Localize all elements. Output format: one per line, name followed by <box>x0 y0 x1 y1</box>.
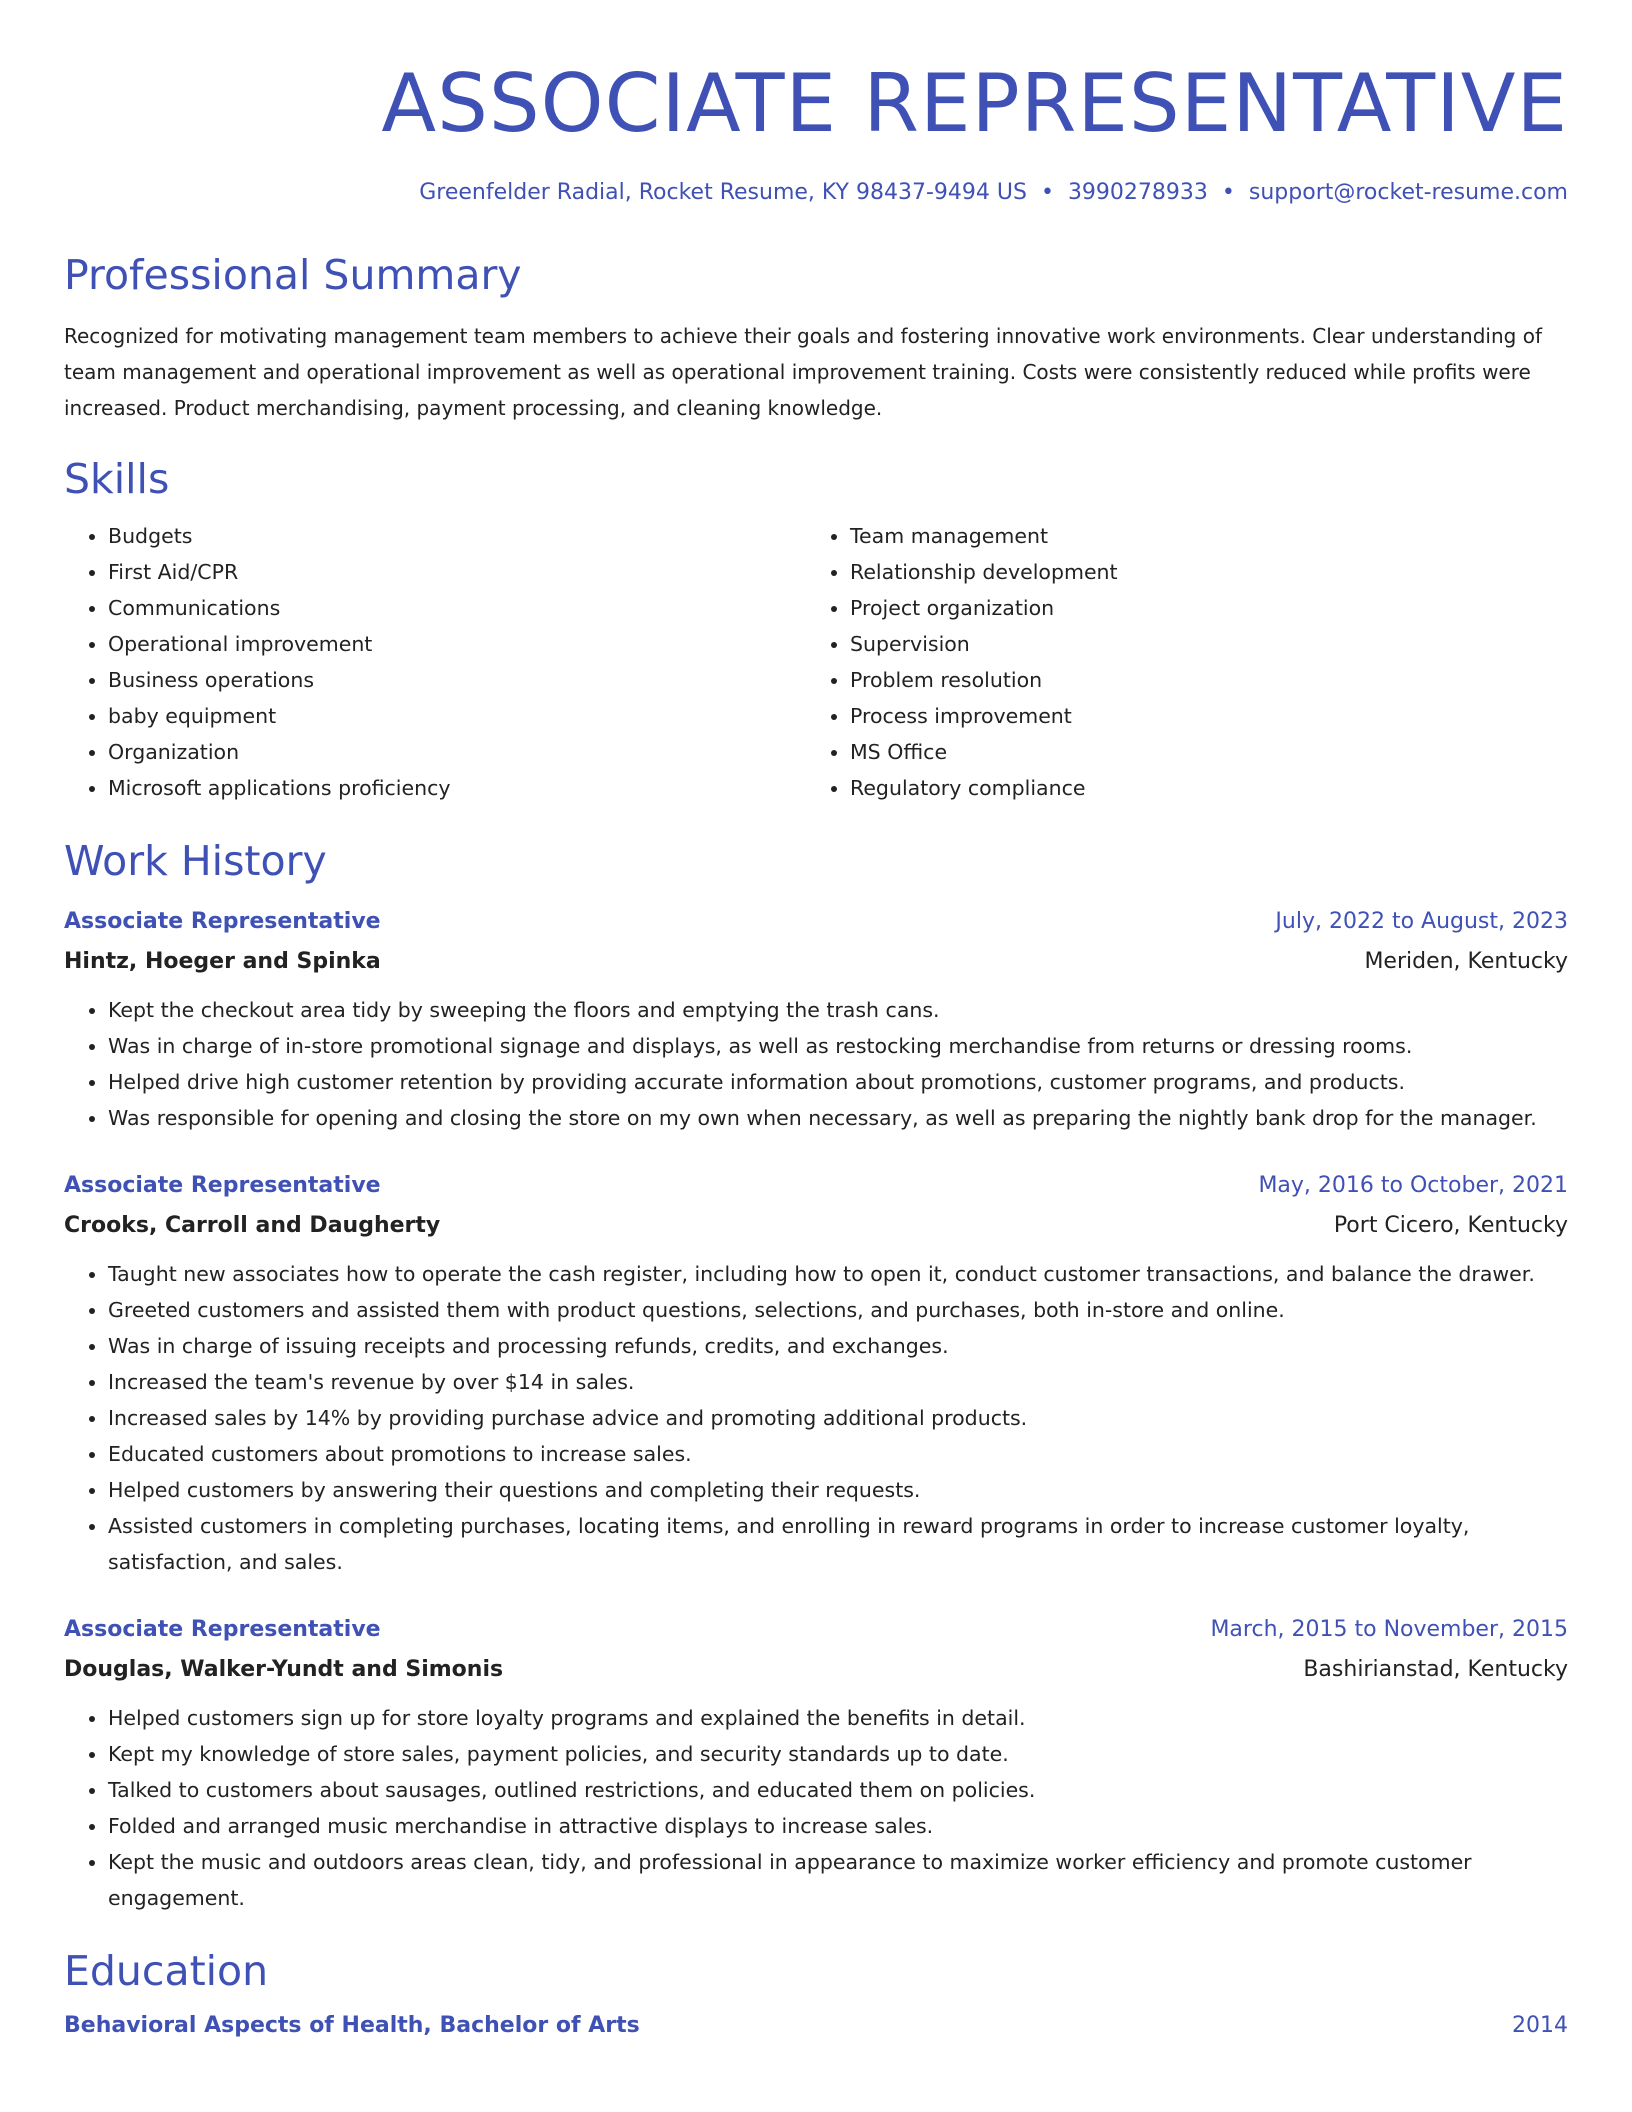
resume-name: ASSOCIATE REPRESENTATIVE <box>381 57 1568 150</box>
contact-email: support@rocket-resume.com <box>1248 180 1568 205</box>
job-bullet: • Kept my knowledge of store sales, payment policies, and security standards up to date. <box>108 1736 1568 1772</box>
skill-item: • Team management <box>850 518 1548 554</box>
job-bullet: • Kept the checkout area tidy by sweeping the floors and emptying the trash cans. <box>108 992 1568 1028</box>
skill-item: • Microsoft applications proficiency <box>108 770 806 806</box>
job-bullets <box>64 1256 1568 1580</box>
summary-heading: Professional Summary <box>64 251 522 299</box>
skills-list <box>64 518 1568 806</box>
job-bullet: • Was responsible for opening and closing the store on my own when necessary, as well as preparing the nightly bank drop for the manager. <box>108 1100 1568 1136</box>
contact-address: Greenfelder Radial, Rocket Resume, KY 98437-9494 US <box>419 180 1027 205</box>
job-title-row <box>64 1610 1568 1650</box>
contact-separator: • <box>1221 180 1235 205</box>
skills-column-left <box>64 518 806 806</box>
education-degree: Behavioral Aspects of Health, Bachelor of Arts <box>64 2013 640 2038</box>
job-bullet: • Helped customers by answering their questions and completing their requests. <box>108 1472 1568 1508</box>
skills-column-right <box>806 518 1548 806</box>
job-dates: March, 2015 to November, 2015 <box>1210 1617 1568 1642</box>
job-company-row <box>64 1206 1568 1246</box>
job-location: Bashirianstad, Kentucky <box>1303 1657 1568 1682</box>
skill-item: • Budgets <box>108 518 806 554</box>
skill-item: • Business operations <box>108 662 806 698</box>
job-dates: May, 2016 to October, 2021 <box>1258 1173 1568 1198</box>
job-bullet: • Helped drive high customer retention by providing accurate information about promotions, customer programs, and products. <box>108 1064 1568 1100</box>
skill-item: • Process improvement <box>850 698 1548 734</box>
skill-item: • Supervision <box>850 626 1548 662</box>
skill-item: • MS Office <box>850 734 1548 770</box>
job-bullet: • Folded and arranged music merchandise in attractive displays to increase sales. <box>108 1808 1568 1844</box>
job-location: Meriden, Kentucky <box>1364 949 1568 974</box>
job-title-row <box>64 902 1568 942</box>
job-bullet: • Was in charge of issuing receipts and processing refunds, credits, and exchanges. <box>108 1328 1568 1364</box>
job-company-row <box>64 1650 1568 1690</box>
contact-separator: • <box>1040 180 1054 205</box>
resume-header <box>64 57 1568 208</box>
education-entry <box>64 2006 1568 2046</box>
job-title: Associate Representative <box>64 1617 381 1642</box>
job-bullet: • Taught new associates how to operate the cash register, including how to open it, conduct customer transactions, and balance the drawer. <box>108 1256 1568 1292</box>
job-title-row <box>64 1166 1568 1206</box>
work-history-heading: Work History <box>64 837 327 885</box>
contact-line <box>64 178 1568 208</box>
skill-item: • Operational improvement <box>108 626 806 662</box>
job-bullet: • Increased the team's revenue by over $14 in sales. <box>108 1364 1568 1400</box>
job-bullets <box>64 992 1568 1136</box>
skill-item: • Organization <box>108 734 806 770</box>
job-company-row <box>64 942 1568 982</box>
job-company: Hintz, Hoeger and Spinka <box>64 949 381 974</box>
job-company: Crooks, Carroll and Daugherty <box>64 1213 441 1238</box>
skill-item: • baby equipment <box>108 698 806 734</box>
job-bullet: • Was in charge of in-store promotional signage and displays, as well as restocking merchandise from returns or dressing rooms. <box>108 1028 1568 1064</box>
job-entry <box>64 1610 1568 1916</box>
job-title: Associate Representative <box>64 1173 381 1198</box>
job-title: Associate Representative <box>64 909 381 934</box>
skill-item: • Communications <box>108 590 806 626</box>
job-bullet: • Educated customers about promotions to increase sales. <box>108 1436 1568 1472</box>
skills-heading: Skills <box>64 455 170 503</box>
job-entry <box>64 902 1568 1136</box>
job-dates: July, 2022 to August, 2023 <box>1275 909 1568 934</box>
job-bullets <box>64 1700 1568 1916</box>
resume-page <box>64 0 1568 2046</box>
job-bullet: • Assisted customers in completing purchases, locating items, and enrolling in reward programs in order to increase customer loyalty, satisfaction, and sales. <box>108 1508 1568 1580</box>
job-bullet: • Talked to customers about sausages, outlined restrictions, and educated them on policies. <box>108 1772 1568 1808</box>
education-year: 2014 <box>1512 2013 1568 2038</box>
education-heading: Education <box>64 1947 269 1995</box>
contact-phone: 3990278933 <box>1067 180 1208 205</box>
skill-item: • Relationship development <box>850 554 1548 590</box>
skill-item: • Regulatory compliance <box>850 770 1548 806</box>
job-bullet: • Kept the music and outdoors areas clean, tidy, and professional in appearance to maximize worker efficiency and promote customer engagement. <box>108 1844 1568 1916</box>
job-location: Port Cicero, Kentucky <box>1333 1213 1568 1238</box>
skill-item: • Project organization <box>850 590 1548 626</box>
job-entry <box>64 1166 1568 1580</box>
job-bullet: • Greeted customers and assisted them with product questions, selections, and purchases, both in-store and online. <box>108 1292 1568 1328</box>
job-company: Douglas, Walker-Yundt and Simonis <box>64 1657 504 1682</box>
job-bullet: • Increased sales by 14% by providing purchase advice and promoting additional products. <box>108 1400 1568 1436</box>
job-bullet: • Helped customers sign up for store loyalty programs and explained the benefits in detail. <box>108 1700 1568 1736</box>
summary-text: Recognized for motivating management team members to achieve their goals and fostering innovative work environments. Clear understanding of team management and operational improvement as well as operational improvement training. Costs were consistently reduced while profits were increased. Product merchandising, payment processing, and cleaning knowledge. <box>64 324 1542 420</box>
skill-item: • First Aid/CPR <box>108 554 806 590</box>
skill-item: • Problem resolution <box>850 662 1548 698</box>
